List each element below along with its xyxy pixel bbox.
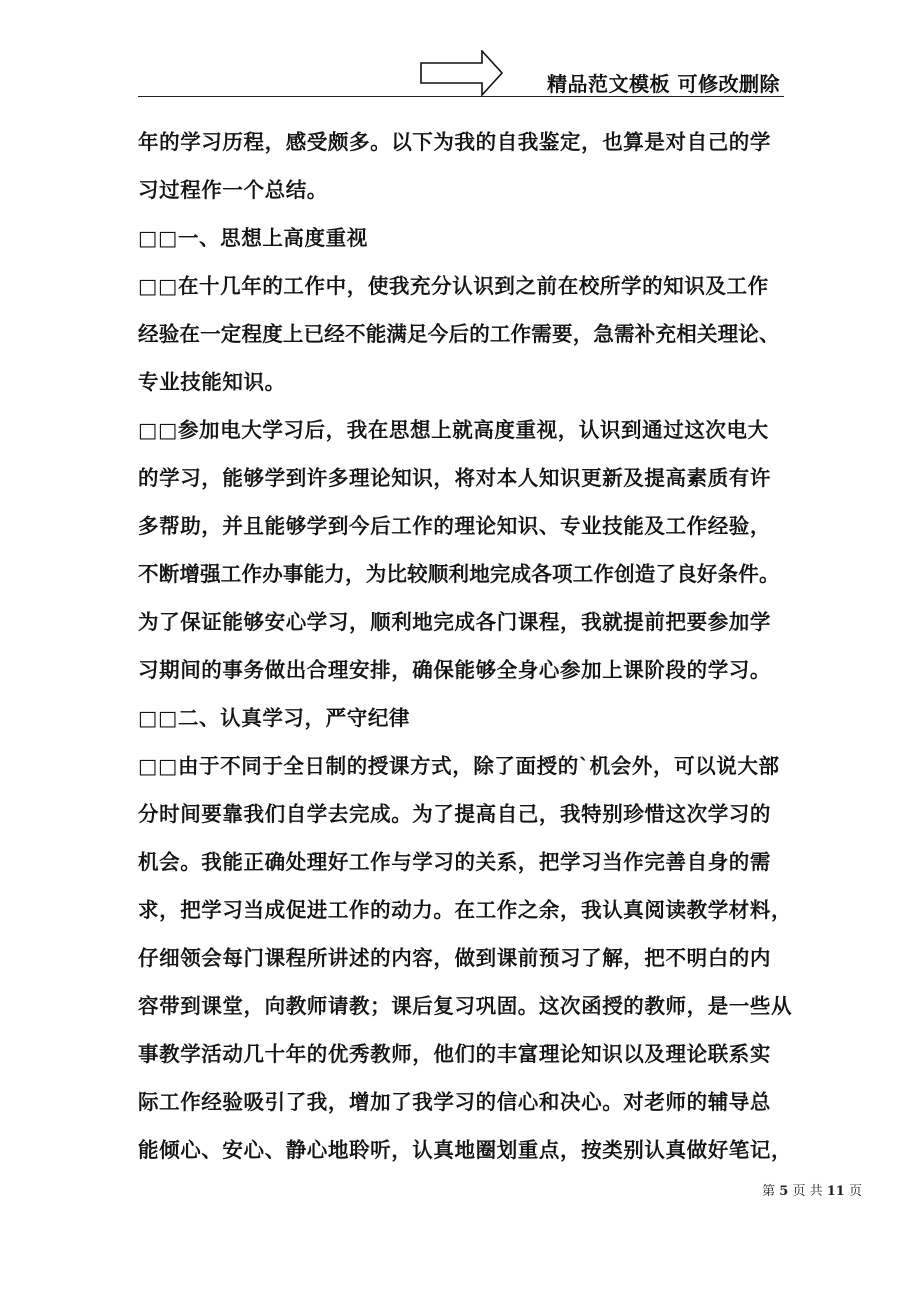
text-line: 分时间要靠我们自学去完成。为了提高自己，我特别珍惜这次学习的 (138, 802, 771, 826)
text-line: 年的学习历程，感受颇多。以下为我的自我鉴定，也算是对自己的学 (138, 130, 771, 154)
text-line: 仔细领会每门课程所讲述的内容，做到课前预习了解，把不明白的内 (138, 946, 771, 970)
text-line: 专业技能知识。 (138, 370, 286, 394)
arrow-right-icon (420, 50, 504, 96)
text-line: 容带到课堂，向教师请教；课后复习巩固。这次函授的教师，是一些从 (138, 994, 793, 1018)
text-line: □□在十几年的工作中，使我充分认识到之前在校所学的知识及工作 (138, 274, 769, 298)
section-heading: □□二、认真学习，严守纪律 (138, 706, 411, 730)
footer-suffix: 页 (848, 1184, 862, 1199)
text-line: 不断增强工作办事能力，为比较顺利地完成各项工作创造了良好条件。 (138, 562, 780, 586)
footer-prefix: 第 (762, 1184, 776, 1199)
text-line: 机会。我能正确处理好工作与学习的关系，把学习当作完善自身的需 (138, 850, 771, 874)
text-line: 多帮助，并且能够学到今后工作的理论知识、专业技能及工作经验， (138, 514, 771, 538)
text-line: 习期间的事务做出合理安排，确保能够全身心参加上课阶段的学习。 (138, 658, 771, 682)
page-footer (762, 1180, 862, 1199)
text-line: 际工作经验吸引了我，增加了我学习的信心和决心。对老师的辅导总 (138, 1090, 771, 1114)
page-header (138, 50, 784, 98)
section-heading: □□一、思想上高度重视 (138, 226, 368, 250)
body-text (138, 118, 798, 1174)
text-line: 求，把学习当成促进工作的动力。在工作之余，我认真阅读教学材料， (138, 898, 793, 922)
footer-total-pages: 11 (826, 1184, 845, 1199)
footer-page-number: 5 (779, 1184, 789, 1199)
text-line: 为了保证能够安心学习，顺利地完成各门课程，我就提前把要参加学 (138, 610, 771, 634)
text-line: 的学习，能够学到许多理论知识，将对本人知识更新及提高素质有许 (138, 466, 771, 490)
header-divider (138, 96, 784, 97)
header-title: 精品范文模板 可修改删除 (547, 72, 780, 96)
text-line: 经验在一定程度上已经不能满足今后的工作需要，急需补充相关理论、 (138, 322, 780, 346)
text-line: □□参加电大学习后，我在思想上就高度重视，认识到通过这次电大 (138, 418, 769, 442)
footer-middle: 页 共 (792, 1184, 823, 1199)
text-line: 能倾心、安心、静心地聆听，认真地圈划重点，按类别认真做好笔记， (138, 1138, 793, 1162)
text-line: □□由于不同于全日制的授课方式，除了面授的`机会外，可以说大部 (138, 754, 780, 778)
text-line: 习过程作一个总结。 (138, 178, 328, 202)
text-line: 事教学活动几十年的优秀教师，他们的丰富理论知识以及理论联系实 (138, 1042, 771, 1066)
